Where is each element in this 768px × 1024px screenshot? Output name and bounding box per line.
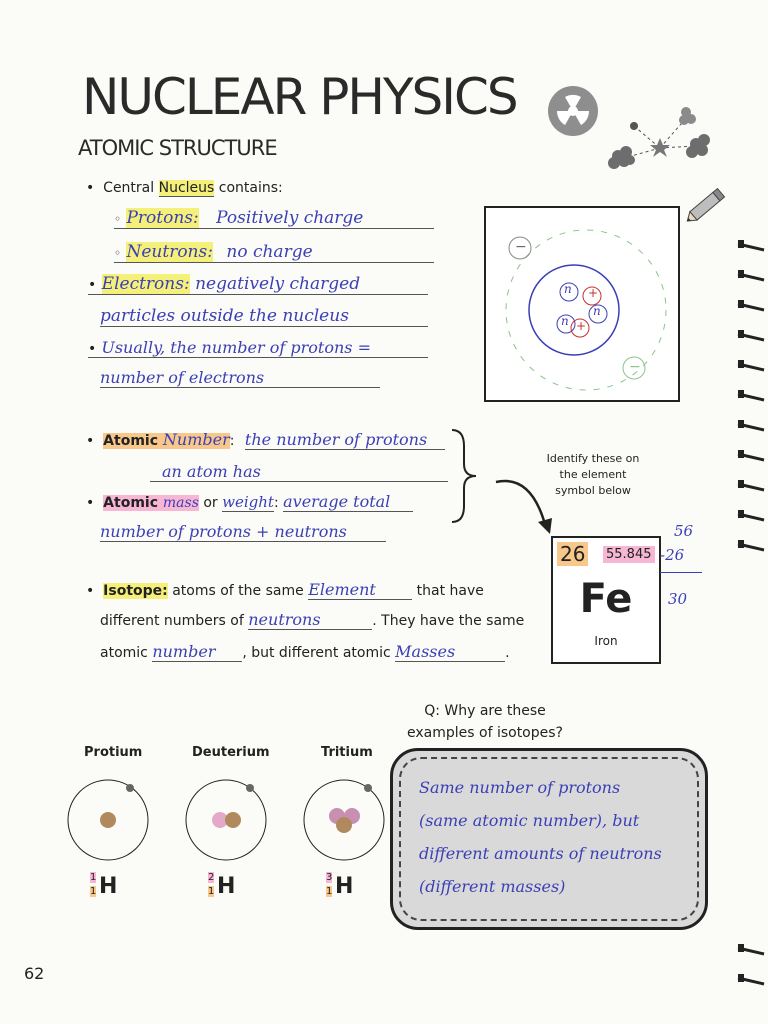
atomic-number-answer1: the number of protons xyxy=(245,430,445,450)
electrons-label: Electrons: xyxy=(101,274,190,294)
mass-number-tritium: 3 xyxy=(326,872,333,883)
atomic-mass-or: or xyxy=(203,495,218,511)
nucleus-label-4: n xyxy=(561,314,569,328)
element-symbol-deuterium: H xyxy=(217,874,236,899)
isotope-t2: that have xyxy=(416,583,484,599)
element-symbol-tritium: H xyxy=(335,874,354,899)
answer-line1: Same number of protons xyxy=(419,778,621,797)
atom-diagram xyxy=(484,206,680,402)
electron-symbol-1: − xyxy=(515,239,527,255)
protons-answer: Positively charge xyxy=(216,208,364,228)
isotope-t6: , but different atomic xyxy=(242,645,391,661)
calc-line xyxy=(660,572,702,573)
answer-line4: (different masses) xyxy=(419,877,566,896)
usually-line1: Usually, the number of protons = xyxy=(101,338,371,357)
answer-line2: (same atomic number), but xyxy=(419,811,640,830)
isotope-t5: atomic xyxy=(100,645,148,661)
atomic-number-label1: Atomic xyxy=(103,433,159,449)
electrons-line: • Electrons: negatively charged xyxy=(88,274,428,295)
neutrons-line: ◦ Neutrons: no charge xyxy=(114,242,434,263)
spiral-binding xyxy=(734,236,768,566)
pencil-icon xyxy=(682,182,730,230)
calc-top: 56 xyxy=(674,522,694,540)
calc-result: 30 xyxy=(668,590,688,608)
atomic-mass-label1: Atomic xyxy=(103,495,159,511)
isotope-name-tritium: Tritium xyxy=(321,745,373,760)
answer-line3: different amounts of neutrons xyxy=(419,844,662,863)
isotope-t1: atoms of the same xyxy=(172,583,304,599)
isotope-atoms xyxy=(60,778,390,868)
electron-symbol-2: − xyxy=(629,359,641,375)
page-title: NUCLEAR PHYSICS xyxy=(82,68,517,126)
atomic-number-tritium: 1 xyxy=(326,886,333,897)
atomic-number-deuterium: 1 xyxy=(208,886,215,897)
caption-line1: Identify these on xyxy=(546,452,640,465)
isotope-label: Isotope: xyxy=(103,583,168,599)
protons-label: Protons: xyxy=(126,208,199,228)
element-symbol: Fe xyxy=(579,576,633,622)
element-symbol-protium: H xyxy=(99,874,118,899)
nucleus-label-5: + xyxy=(576,319,587,333)
electrons-answer1: negatively charged xyxy=(195,274,361,294)
nucleus-line: • Central Nucleus contains: xyxy=(86,180,283,196)
atomic-number-answer2: an atom has xyxy=(150,462,448,482)
neutrons-label: Neutrons: xyxy=(126,242,213,262)
neutrons-answer: no charge xyxy=(226,242,313,262)
isotope-a4: Masses xyxy=(395,642,505,662)
atomic-mass-answer2: number of protons + neutrons xyxy=(100,522,386,542)
page-number: 62 xyxy=(24,964,45,983)
atomic-mass-label3: weight xyxy=(222,493,274,511)
usually-line2: number of electrons xyxy=(100,368,380,388)
fission-icon xyxy=(600,100,720,182)
element-tile xyxy=(551,536,661,664)
isotope-line3 xyxy=(100,642,510,662)
isotope-a2: neutrons xyxy=(248,610,372,630)
element-mass: 55.845 xyxy=(603,546,655,563)
isotope-question xyxy=(405,700,565,744)
calc-sub: -26 xyxy=(660,546,685,564)
mass-number-protium: 1 xyxy=(90,872,97,883)
element-number: 26 xyxy=(557,542,588,566)
isotope-t4: . They have the same xyxy=(372,613,525,629)
protons-line: ◦ Protons: Positively charge xyxy=(114,208,434,229)
question-line1: Q: Why are these xyxy=(424,703,546,719)
caption-line2: the element xyxy=(559,468,627,481)
spiral-binding-bottom xyxy=(734,940,768,1000)
isotope-a1: Element xyxy=(308,580,412,600)
atomic-number-protium: 1 xyxy=(90,886,97,897)
isotope-line1: • Isotope: atoms of the same Element that have xyxy=(86,580,484,599)
mass-number-deuterium: 2 xyxy=(208,872,215,883)
atomic-mass-label2: mass xyxy=(162,495,199,511)
atomic-number-label2: Number xyxy=(162,430,230,449)
nucleus-pre: Central xyxy=(103,180,155,196)
radiation-icon xyxy=(546,84,600,138)
answer-box xyxy=(390,748,708,930)
nucleus-word: Nucleus xyxy=(158,180,215,196)
answer-text xyxy=(419,771,662,903)
isotope-symbol-protium xyxy=(90,872,130,902)
usually-line: • Usually, the number of protons = xyxy=(88,338,428,358)
nucleus-label-2: + xyxy=(588,286,599,300)
nucleus-label-1: n xyxy=(564,282,572,296)
atomic-mass-line: • Atomic mass or weight: average total xyxy=(86,492,413,512)
element-name: Iron xyxy=(594,634,618,648)
page-subtitle: ATOMIC STRUCTURE xyxy=(78,136,277,160)
isotope-line2 xyxy=(100,610,524,630)
atomic-number-line: • Atomic Number: the number of protons xyxy=(86,430,445,450)
isotope-t7: . xyxy=(505,645,510,661)
nucleus-post: contains: xyxy=(218,180,283,196)
nucleus-label-3: n xyxy=(593,304,601,318)
caption-line3: symbol below xyxy=(555,484,631,497)
question-line2: examples of isotopes? xyxy=(407,725,563,741)
element-caption xyxy=(538,451,648,499)
isotope-t3: different numbers of xyxy=(100,613,244,629)
electrons-line2: particles outside the nucleus xyxy=(100,306,428,327)
isotope-a3: number xyxy=(152,642,242,662)
isotope-symbol-tritium xyxy=(326,872,366,902)
atomic-mass-answer1: average total xyxy=(283,492,413,512)
isotope-name-deuterium: Deuterium xyxy=(192,745,270,760)
isotope-symbol-deuterium xyxy=(208,872,248,902)
isotope-name-protium: Protium xyxy=(84,745,143,760)
